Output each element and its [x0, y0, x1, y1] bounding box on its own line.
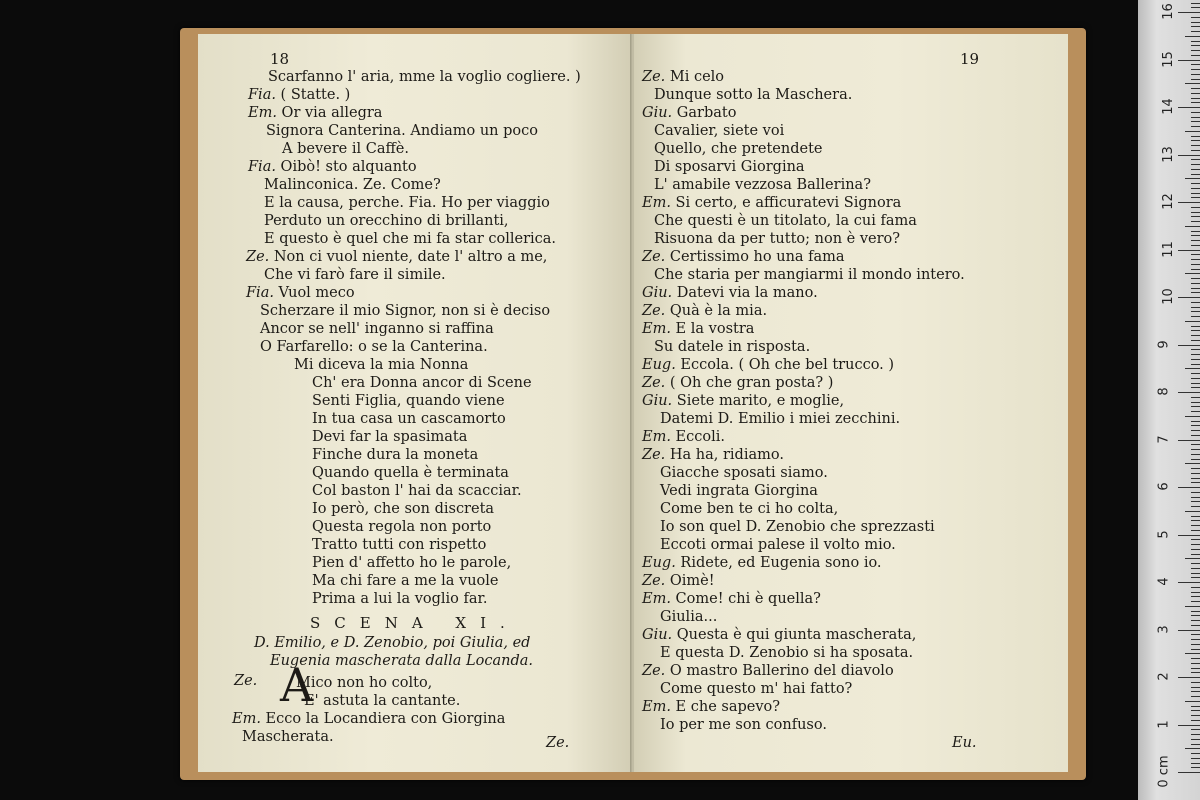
ruler-label: 3: [1156, 624, 1172, 634]
ruler-tick: [1191, 326, 1200, 327]
left-text-line: Malinconica. Ze. Come?: [264, 177, 441, 193]
left-text-line: Eugenia mascherata dalla Locanda.: [270, 653, 534, 669]
ruler-label: 7: [1156, 434, 1172, 444]
right-text-line: Giu. Datevi via la mano.: [642, 285, 818, 301]
ruler-tick: [1185, 463, 1200, 464]
ruler-label: 13: [1160, 145, 1176, 163]
ruler-tick: [1191, 682, 1200, 683]
ruler-tick: [1178, 107, 1200, 108]
left-page: [198, 34, 632, 772]
left-text-line: Finche dura la moneta: [312, 447, 479, 463]
ruler-tick: [1191, 739, 1200, 740]
right-text-line: Vedi ingrata Giorgina: [660, 483, 818, 499]
ruler-tick: [1191, 102, 1200, 103]
ruler-tick: [1191, 729, 1200, 730]
ruler-tick: [1191, 335, 1200, 336]
ruler-label: 8: [1156, 387, 1172, 396]
ruler-tick: [1191, 649, 1200, 650]
left-text-line: Tratto tutti con rispetto: [312, 537, 487, 553]
ruler-tick: [1191, 264, 1200, 265]
ruler-tick: [1191, 544, 1200, 545]
ruler-tick: [1191, 644, 1200, 645]
ruler-tick: [1191, 93, 1200, 94]
left-text-line: Questa regola non porto: [312, 519, 492, 535]
ruler-tick: [1178, 535, 1200, 536]
ruler-tick: [1191, 577, 1200, 578]
left-text-line: In tua casa un cascamorto: [312, 411, 506, 427]
ruler-tick: [1191, 55, 1200, 56]
ruler-tick: [1191, 406, 1200, 407]
ruler-label: 2: [1156, 672, 1172, 681]
ruler-tick: [1191, 601, 1200, 602]
right-text-line: Ze. Certissimo ho una fama: [642, 249, 845, 265]
right-text-line: Em. E che sapevo?: [642, 699, 781, 715]
ruler-label: 12: [1160, 193, 1176, 210]
right-text-line: Giu. Garbato: [642, 105, 737, 121]
left-text-line: Ze.: [234, 673, 258, 689]
ruler-tick: [1191, 349, 1200, 350]
right-text-line: Io per me son confuso.: [660, 717, 827, 733]
ruler-tick: [1178, 487, 1200, 488]
right-text-line: Che staria per mangiarmi il mondo intero.: [654, 267, 965, 283]
left-text-line: Scarfanno l' aria, mme la voglio cogliere. ): [268, 69, 581, 85]
ruler-tick: [1191, 221, 1200, 222]
ruler-tick: [1191, 663, 1200, 664]
ruler-tick: [1191, 22, 1200, 23]
ruler-tick: [1185, 321, 1200, 322]
ruler-tick: [1185, 131, 1200, 132]
ruler-tick: [1191, 710, 1200, 711]
ruler-tick: [1191, 639, 1200, 640]
ruler-tick: [1191, 64, 1200, 65]
ruler-tick: [1191, 150, 1200, 151]
right-text-line: Em. E la vostra: [642, 321, 755, 337]
ruler-tick: [1185, 748, 1200, 749]
left-text-line: Perduto un orecchino di brillanti,: [264, 213, 509, 229]
ruler-tick: [1191, 311, 1200, 312]
right-text-line: Come questo m' hai fatto?: [660, 681, 853, 697]
ruler-tick: [1191, 136, 1200, 137]
ruler-tick: [1191, 744, 1200, 745]
ruler-tick: [1191, 307, 1200, 308]
ruler-tick: [1191, 687, 1200, 688]
ruler-tick: [1191, 430, 1200, 431]
ruler-tick: [1191, 568, 1200, 569]
right-text-line: Eccoti ormai palese il volto mio.: [660, 537, 896, 553]
ruler-tick: [1191, 620, 1200, 621]
ruler-tick: [1191, 373, 1200, 374]
left-text-line: Io però, che son discreta: [312, 501, 495, 517]
ruler-tick: [1191, 378, 1200, 379]
ruler-label: 14: [1160, 98, 1176, 115]
right-text-line: L' amabile vezzosa Ballerina?: [654, 177, 871, 193]
measurement-ruler: [1138, 0, 1200, 800]
ruler-tick: [1191, 117, 1200, 118]
ruler-tick: [1191, 174, 1200, 175]
ruler-tick: [1185, 701, 1200, 702]
left-text-line: SCENA XI.: [310, 614, 519, 632]
ruler-tick: [1178, 345, 1200, 346]
page-number-right: 19: [960, 50, 980, 68]
ruler-tick: [1191, 444, 1200, 445]
right-text-line: Ze. Oimè!: [642, 573, 715, 589]
ruler-tick: [1191, 283, 1200, 284]
right-text-line: Eu.: [952, 735, 977, 751]
ruler-tick: [1191, 240, 1200, 241]
ruler-label: 5: [1156, 529, 1172, 539]
left-text-line: Mi diceva la mia Nonna: [294, 357, 469, 373]
right-text-line: Come ben te ci ho colta,: [660, 501, 839, 517]
ruler-tick: [1185, 273, 1200, 274]
ruler-tick: [1191, 50, 1200, 51]
right-text-line: Dunque sotto la Maschera.: [654, 87, 853, 103]
ruler-tick: [1191, 169, 1200, 170]
ruler-tick: [1191, 17, 1200, 18]
ruler-tick: [1191, 88, 1200, 89]
ruler-tick: [1191, 354, 1200, 355]
ruler-tick: [1191, 74, 1200, 75]
ruler-label: 6: [1156, 482, 1172, 491]
ruler-label: 15: [1160, 50, 1176, 68]
ruler-tick: [1185, 653, 1200, 654]
left-page-text: [198, 34, 632, 772]
ruler-tick: [1191, 611, 1200, 612]
ruler-tick: [1191, 473, 1200, 474]
ruler-tick: [1191, 720, 1200, 721]
ruler-tick: [1191, 259, 1200, 260]
ruler-tick: [1191, 231, 1200, 232]
right-page-text: [634, 34, 1068, 772]
ruler-tick: [1191, 468, 1200, 469]
ruler-tick: [1191, 482, 1200, 483]
ruler-tick: [1191, 668, 1200, 669]
ruler-tick: [1178, 630, 1200, 631]
ruler-tick: [1191, 121, 1200, 122]
right-text-line: Ze. Ha ha, ridiamo.: [642, 447, 784, 463]
right-text-line: Ze. ( Oh che gran posta? ): [642, 375, 834, 391]
ruler-tick: [1191, 302, 1200, 303]
ruler-tick: [1191, 164, 1200, 165]
ruler-tick: [1191, 411, 1200, 412]
ruler-tick: [1191, 193, 1200, 194]
right-page: [634, 34, 1068, 772]
left-text-line: Ze. Non ci vuol niente, date l' altro a me,: [246, 249, 548, 265]
ruler-label: 4: [1156, 577, 1172, 586]
ruler-tick: [1191, 126, 1200, 127]
ruler-tick: [1191, 625, 1200, 626]
ruler-tick: [1191, 340, 1200, 341]
ruler-tick: [1191, 26, 1200, 27]
ruler-tick: [1191, 497, 1200, 498]
left-text-line: E questo è quel che mi fa star collerica.: [264, 231, 557, 247]
ruler-tick: [1191, 216, 1200, 217]
left-text-line: D. Emilio, e D. Zenobio, poi Giulia, ed: [254, 635, 531, 651]
right-text-line: Giu. Siete marito, e moglie,: [642, 393, 845, 409]
right-text-line: Cavalier, siete voi: [654, 123, 785, 139]
ruler-tick: [1178, 155, 1200, 156]
ruler-tick: [1191, 316, 1200, 317]
ruler-tick: [1191, 254, 1200, 255]
left-text-line: Che vi farò fare il simile.: [264, 267, 446, 283]
right-text-line: Che questi è un titolato, la cui fama: [654, 213, 917, 229]
ruler-tick: [1191, 554, 1200, 555]
ruler-tick: [1178, 725, 1200, 726]
ruler-tick: [1191, 387, 1200, 388]
left-text-line: E la causa, perche. Fia. Ho per viaggio: [264, 195, 550, 211]
ruler-tick: [1185, 511, 1200, 512]
ruler-tick: [1191, 207, 1200, 208]
ruler-tick: [1191, 435, 1200, 436]
right-text-line: Giacche sposati siamo.: [660, 465, 828, 481]
ruler-tick: [1191, 145, 1200, 146]
ruler-tick: [1191, 278, 1200, 279]
ruler-tick: [1191, 292, 1200, 293]
ruler-tick: [1185, 36, 1200, 37]
ruler-tick: [1178, 440, 1200, 441]
ruler-tick: [1191, 715, 1200, 716]
ruler-tick: [1191, 79, 1200, 80]
ruler-tick: [1178, 392, 1200, 393]
right-text-line: Su datele in risposta.: [654, 339, 811, 355]
ruler-tick: [1178, 582, 1200, 583]
ruler-tick: [1185, 178, 1200, 179]
ruler-tick: [1185, 226, 1200, 227]
ruler-tick: [1178, 677, 1200, 678]
ruler-label: 16: [1160, 3, 1176, 20]
drop-cap: A: [280, 658, 314, 712]
ruler-tick: [1191, 706, 1200, 707]
left-text-line: Fia. ( Statte. ): [248, 87, 351, 103]
ruler-tick: [1191, 672, 1200, 673]
ruler-tick: [1185, 416, 1200, 417]
ruler-tick: [1191, 45, 1200, 46]
ruler-tick: [1191, 140, 1200, 141]
left-text-line: Devi far la spasimata: [312, 429, 468, 445]
ruler-label: 1: [1156, 719, 1172, 729]
page-number-left: 18: [270, 50, 290, 68]
right-text-line: Em. Eccoli.: [642, 429, 726, 445]
ruler-tick: [1191, 330, 1200, 331]
ruler-tick: [1191, 288, 1200, 289]
ruler-tick: [1191, 235, 1200, 236]
ruler-tick: [1191, 763, 1200, 764]
ruler-tick: [1191, 587, 1200, 588]
left-text-line: Prima a lui la voglio far.: [312, 591, 488, 607]
ruler-tick: [1191, 492, 1200, 493]
ruler-tick: [1191, 159, 1200, 160]
left-text-line: Ancor se nell' inganno si raffina: [260, 321, 494, 337]
ruler-tick: [1191, 753, 1200, 754]
ruler-tick: [1178, 772, 1200, 773]
ruler-label: 0 cm: [1156, 755, 1172, 788]
ruler-tick: [1191, 596, 1200, 597]
left-text-line: Em. Or via allegra: [248, 105, 383, 121]
ruler-tick: [1191, 397, 1200, 398]
left-text-line: Mico non ho colto,: [296, 675, 433, 691]
left-text-line: Scherzare il mio Signor, non si è deciso: [260, 303, 551, 319]
ruler-tick: [1191, 563, 1200, 564]
ruler-tick: [1191, 197, 1200, 198]
ruler-tick: [1191, 734, 1200, 735]
ruler-tick: [1191, 449, 1200, 450]
ruler-tick: [1191, 359, 1200, 360]
ruler-tick: [1178, 12, 1200, 13]
left-text-line: Senti Figlia, quando viene: [312, 393, 505, 409]
left-text-line: Ch' era Donna ancor di Scene: [312, 375, 532, 391]
right-text-line: Di sposarvi Giorgina: [654, 159, 805, 175]
ruler-tick: [1178, 297, 1200, 298]
ruler-tick: [1191, 691, 1200, 692]
right-text-line: Eug. Ridete, ed Eugenia sono io.: [642, 555, 882, 571]
ruler-tick: [1191, 634, 1200, 635]
ruler-tick: [1191, 530, 1200, 531]
ruler-tick: [1191, 212, 1200, 213]
ruler-tick: [1191, 758, 1200, 759]
ruler-tick: [1178, 250, 1200, 251]
ruler-tick: [1191, 383, 1200, 384]
ruler-tick: [1191, 421, 1200, 422]
ruler-label: 11: [1160, 240, 1176, 258]
ruler-tick: [1191, 658, 1200, 659]
ruler-tick: [1191, 183, 1200, 184]
left-text-line: Fia. Vuol meco: [246, 285, 355, 301]
ruler-tick: [1191, 41, 1200, 42]
ruler-tick: [1191, 573, 1200, 574]
ruler-tick: [1191, 364, 1200, 365]
ruler-tick: [1191, 402, 1200, 403]
ruler-tick: [1191, 7, 1200, 8]
right-text-line: Em. Si certo, e afficuratevi Signora: [642, 195, 902, 211]
ruler-tick: [1191, 269, 1200, 270]
ruler-tick: [1191, 478, 1200, 479]
ruler-tick: [1191, 112, 1200, 113]
right-text-line: Ze. O mastro Ballerino del diavolo: [642, 663, 894, 679]
ruler-tick: [1191, 3, 1200, 4]
left-text-line: E' astuta la cantante.: [304, 693, 461, 709]
ruler-tick: [1191, 696, 1200, 697]
ruler-tick: [1191, 245, 1200, 246]
ruler-tick: [1178, 60, 1200, 61]
right-text-line: Quello, che pretendete: [654, 141, 823, 157]
right-text-line: Risuona da per tutto; non è vero?: [654, 231, 901, 247]
right-text-line: Eug. Eccola. ( Oh che bel trucco. ): [642, 357, 895, 373]
right-text-line: Io son quel D. Zenobio che sprezzasti: [660, 519, 935, 535]
ruler-tick: [1185, 606, 1200, 607]
ruler-tick: [1191, 69, 1200, 70]
ruler-label: 10: [1160, 288, 1176, 305]
ruler-tick: [1191, 31, 1200, 32]
right-text-line: Em. Come! chi è quella?: [642, 591, 821, 607]
ruler-tick: [1191, 425, 1200, 426]
ruler-tick: [1191, 188, 1200, 189]
left-text-line: O Farfarello: o se la Canterina.: [260, 339, 488, 355]
left-text-line: Em. Ecco la Locandiera con Giorgina: [232, 711, 506, 727]
book: [180, 28, 1086, 780]
ruler-tick: [1191, 520, 1200, 521]
right-text-line: E questa D. Zenobio si ha sposata.: [660, 645, 914, 661]
ruler-tick: [1191, 506, 1200, 507]
ruler-label: 9: [1156, 339, 1172, 349]
left-text-line: Mascherata.: [242, 729, 334, 745]
left-text-line: Ma chi fare a me la vuole: [312, 573, 499, 589]
right-text-line: Datemi D. Emilio i miei zecchini.: [660, 411, 901, 427]
ruler-tick: [1185, 83, 1200, 84]
ruler-tick: [1191, 459, 1200, 460]
left-text-line: Pien d' affetto ho le parole,: [312, 555, 512, 571]
left-text-line: Ze.: [546, 735, 570, 751]
ruler-tick: [1191, 98, 1200, 99]
ruler-tick: [1185, 368, 1200, 369]
left-text-line: Col baston l' hai da scacciar.: [312, 483, 522, 499]
right-text-line: Ze. Mi celo: [642, 69, 725, 85]
ruler-tick: [1191, 615, 1200, 616]
ruler-tick: [1191, 592, 1200, 593]
right-text-line: Giulia...: [660, 609, 718, 625]
ruler-tick: [1191, 516, 1200, 517]
ruler-tick: [1191, 539, 1200, 540]
ruler-tick: [1178, 202, 1200, 203]
left-text-line: A bevere il Caffè.: [282, 141, 409, 157]
ruler-tick: [1191, 525, 1200, 526]
right-text-line: Giu. Questa è qui giunta mascherata,: [642, 627, 917, 643]
ruler-tick: [1191, 501, 1200, 502]
ruler-tick: [1191, 767, 1200, 768]
ruler-tick: [1185, 558, 1200, 559]
left-text-line: Fia. Oibò! sto alquanto: [248, 159, 417, 175]
left-text-line: Quando quella è terminata: [312, 465, 509, 481]
right-text-line: Ze. Quà è la mia.: [642, 303, 768, 319]
ruler-tick: [1191, 454, 1200, 455]
ruler-tick: [1191, 549, 1200, 550]
left-text-line: Signora Canterina. Andiamo un poco: [266, 123, 538, 139]
